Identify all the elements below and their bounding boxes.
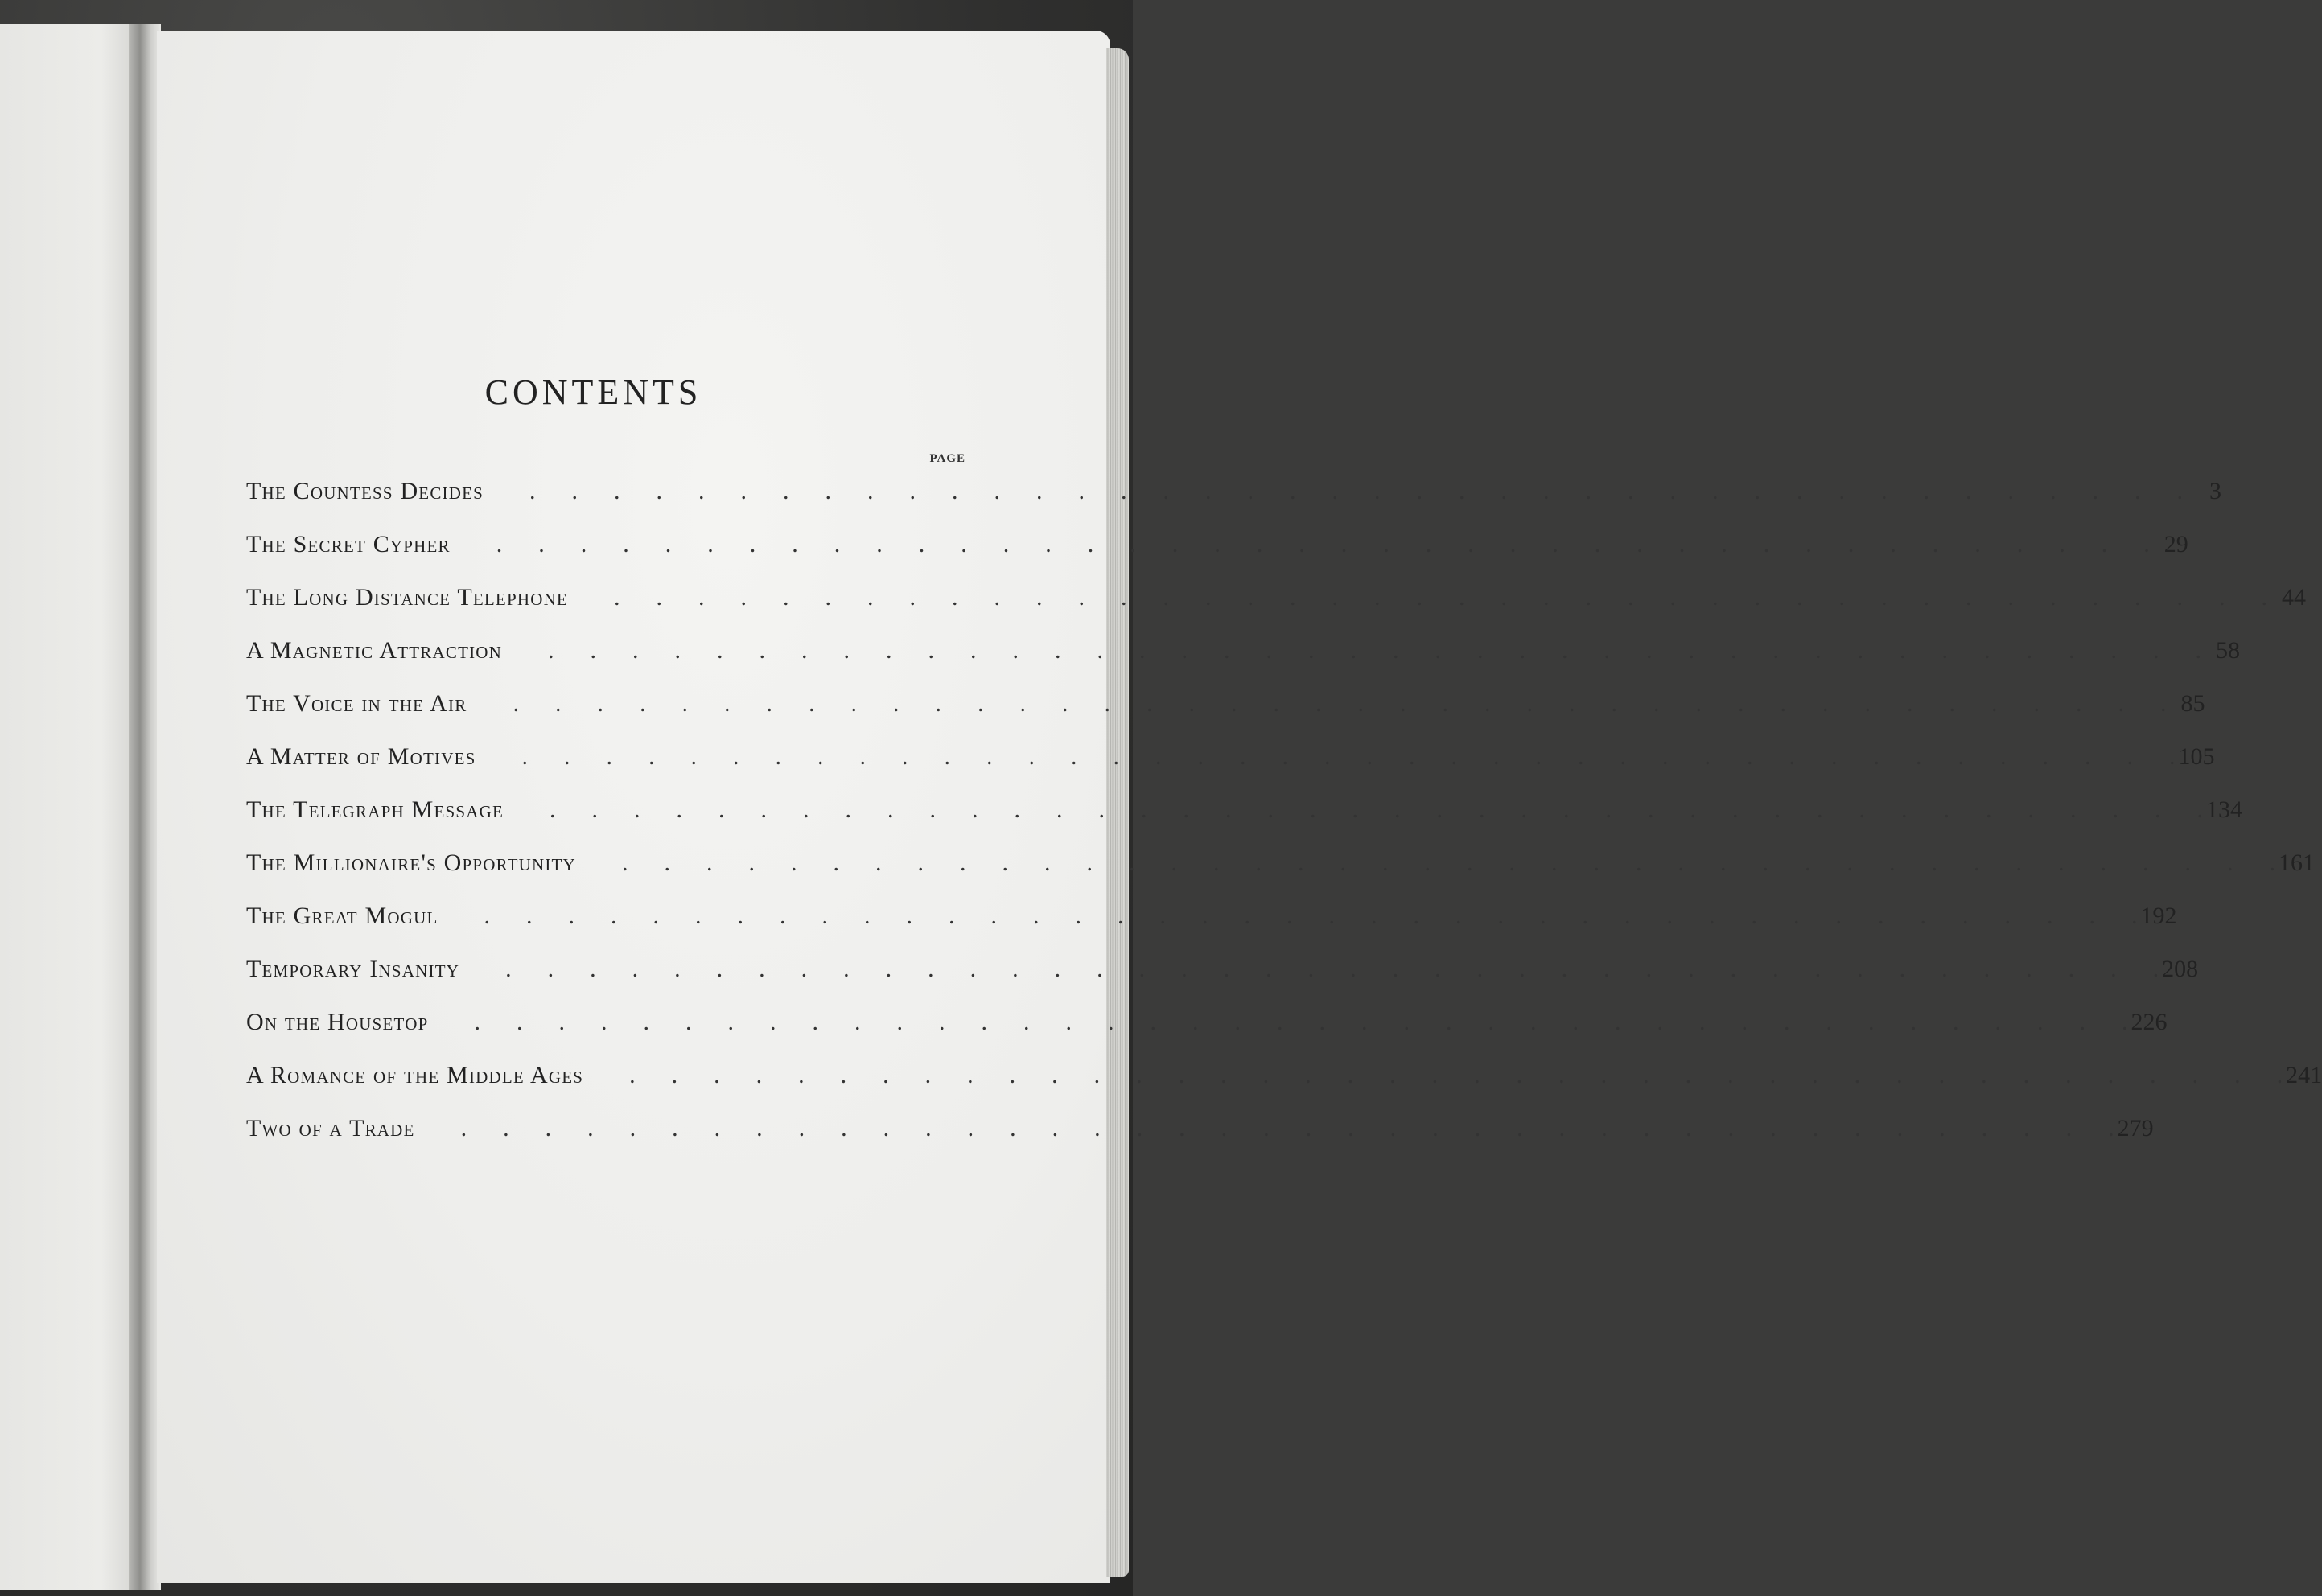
toc-entry-title: Two of a Trade [246,1115,415,1141]
toc-entry-title: A Magnetic Attraction [246,637,503,664]
toc-entry-title: Temporary Insanity [246,956,460,982]
toc-entry-title: The Telegraph Message [246,796,504,823]
toc-entry-page: 279 [2117,1115,2154,1141]
table-of-contents [246,465,2322,1155]
dot-leader: . . . . . . . . . . . . . . . . . . . . . . . . . . . . . . . . . . . . . . . . [593,1062,2283,1088]
toc-entry-page: 3 [2209,478,2222,504]
contents-heading-container [157,372,1030,413]
toc-entry-page: 58 [2216,637,2241,664]
toc-entry-title: The Long Distance Telephone [246,584,568,611]
toc-entry-title: The Voice in the Air [246,690,467,717]
contents-heading: CONTENTS [484,372,702,412]
toc-entry [246,890,2177,943]
dot-leader: . . . . . . . . . . . . . . . . . . . . . . . . . . . . . . . . . . . . . . . . [577,584,2267,611]
toc-entry [246,624,2241,677]
toc-entry-title: The Great Mogul [246,903,438,929]
toc-entry-title: The Millionaire's Opportunity [246,849,576,876]
page-column-label: PAGE [929,452,965,465]
toc-entry-page: 29 [2163,531,2188,557]
dot-leader: . . . . . . . . . . . . . . . . . . . . . . . . . . . . . . . . . . . . . . . . [459,531,2150,557]
toc-entry-title: A Matter of Motives [246,743,476,770]
toc-entry [246,837,2315,890]
dot-leader: . . . . . . . . . . . . . . . . . . . . . . . . . . . . . . . . . . . . . . . . [513,796,2203,823]
dot-leader: . . . . . . . . . . . . . . . . . . . . . . . . . . . . . . . . . . . . . . . . [585,849,2275,876]
toc-entry-page: 241 [2286,1062,2322,1088]
toc-entry [246,518,2188,571]
toc-entry [246,730,2215,784]
toc-entry [246,571,2306,624]
toc-entry-page: 44 [2281,584,2306,611]
dot-leader: . . . . . . . . . . . . . . . . . . . . . . . . . . . . . . . . . . . . . . . . [469,956,2159,982]
toc-entry-title: A Romance of the Middle Ages [246,1062,584,1088]
toc-entry [246,1102,2154,1155]
toc-entry-page: 226 [2131,1009,2168,1035]
toc-entry-title: On the Housetop [246,1009,429,1035]
dot-leader: . . . . . . . . . . . . . . . . . . . . . . . . . . . . . . . . . . . . . . . . [438,1009,2128,1035]
dot-leader: . . . . . . . . . . . . . . . . . . . . . . . . . . . . . . . . . . . . . . . . [476,690,2167,717]
book-gutter [129,24,161,1590]
toc-entry-title: The Secret Cypher [246,531,451,557]
toc-entry-page: 161 [2278,849,2315,876]
toc-entry-page: 134 [2206,796,2242,823]
toc-entry-page: 85 [2180,690,2205,717]
toc-entry [246,996,2168,1049]
toc-entry [246,784,2242,837]
left-facing-page [0,24,145,1590]
toc-entry-page: 208 [2162,956,2199,982]
dot-leader: . . . . . . . . . . . . . . . . . . . . . . . . . . . . . . . . . . . . . . . . [512,637,2202,664]
dot-leader: . . . . . . . . . . . . . . . . . . . . . . . . . . . . . . . . . . . . . . . . [493,478,2184,504]
toc-entry-page: 192 [2140,903,2177,929]
toc-entry [246,465,2222,518]
toc-entry [246,943,2199,996]
toc-entry [246,1049,2322,1102]
toc-entry [246,677,2205,730]
dot-leader: . . . . . . . . . . . . . . . . . . . . . . . . . . . . . . . . . . . . . . . . [485,743,2176,770]
dot-leader: . . . . . . . . . . . . . . . . . . . . . . . . . . . . . . . . . . . . . . . . [424,1115,2114,1141]
toc-entry-title: The Countess Decides [246,478,484,504]
toc-entry-page: 105 [2178,743,2215,770]
dot-leader: . . . . . . . . . . . . . . . . . . . . . . . . . . . . . . . . . . . . . . . . [447,903,2138,929]
